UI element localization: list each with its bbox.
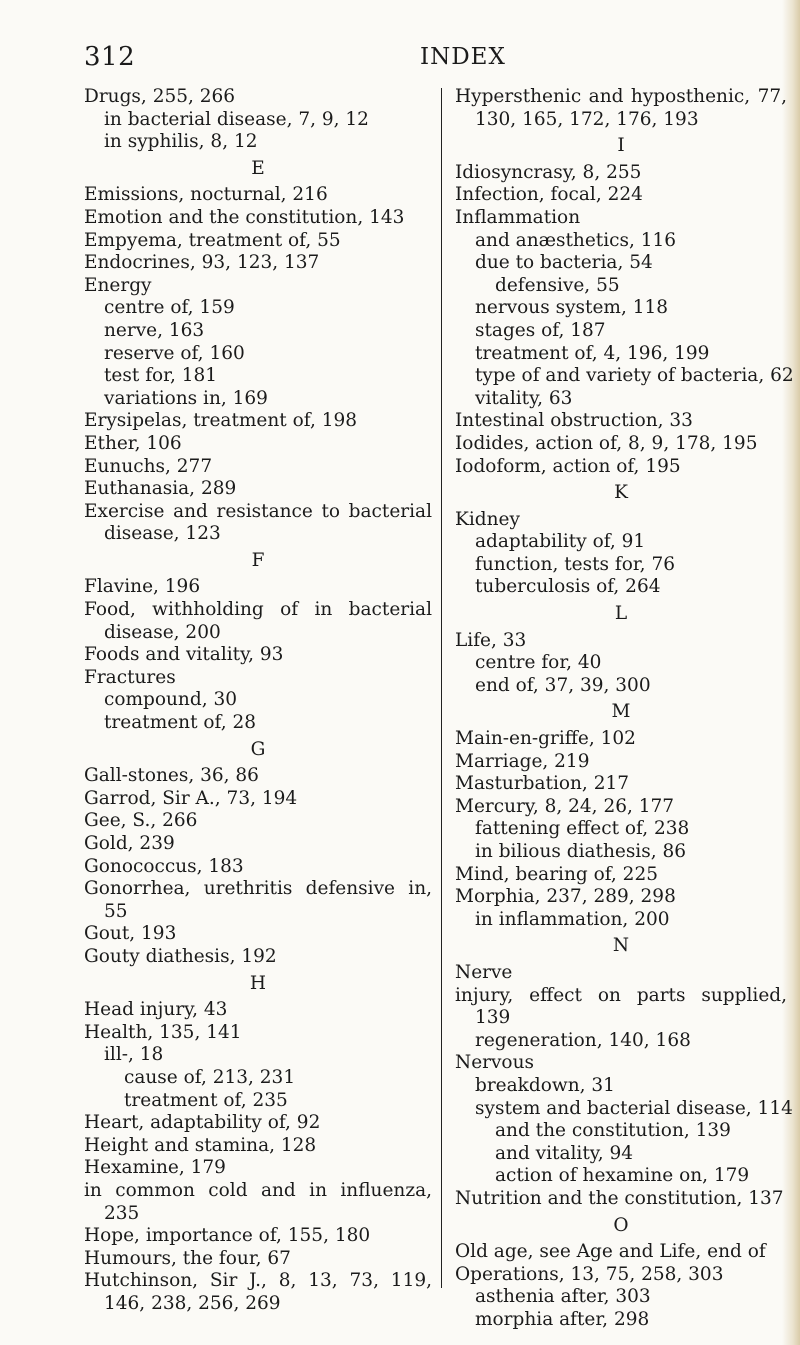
index-subentry: in bacterial disease, 7, 9, 12 — [104, 108, 369, 130]
section-letter: G — [250, 738, 266, 760]
index-entry: Height and stamina, 128 — [84, 1134, 317, 1156]
index-entry: Hexamine, 179 — [84, 1157, 226, 1179]
index-subentry: cause of, 213, 231 — [124, 1066, 296, 1088]
index-entry: Masturbation, 217 — [455, 773, 630, 795]
index-entry: Hypersthenic and hyposthenic, 77, 130, 165, 172, 176, 193 — [455, 86, 787, 130]
page-number: 312 — [84, 42, 136, 72]
index-subentry: centre for, 40 — [475, 652, 602, 674]
index-subentry: adaptability of, 91 — [475, 531, 646, 553]
section-letter: K — [614, 482, 628, 504]
column-divider — [441, 88, 442, 1288]
index-entry: Food, withholding of in bacterial disease, 200 — [84, 599, 432, 643]
index-entry: Heart, adaptability of, 92 — [84, 1112, 321, 1134]
index-subentry: reserve of, 160 — [104, 342, 245, 364]
page-header — [0, 38, 800, 78]
index-subentry: nerve, 163 — [104, 319, 205, 341]
index-subentry: in syphilis, 8, 12 — [104, 131, 258, 153]
index-subentry: centre of, 159 — [104, 297, 235, 319]
index-entry: Emotion and the constitution, 143 — [84, 206, 405, 228]
index-entry: Emissions, nocturnal, 216 — [84, 184, 328, 206]
index-entry: Iodoform, action of, 195 — [455, 455, 681, 477]
section-letter: L — [614, 603, 628, 625]
section-letter: F — [251, 549, 265, 571]
index-subentry: morphia after, 298 — [475, 1308, 650, 1330]
index-entry: injury, effect on parts supplied, 139 — [455, 984, 787, 1029]
index-subentry: system and bacterial disease, 114 — [475, 1097, 793, 1119]
index-column-left — [84, 86, 432, 1315]
index-subentry: stages of, 187 — [475, 319, 606, 341]
index-subentry: and the constitution, 139 — [495, 1120, 731, 1142]
index-subentry: breakdown, 31 — [475, 1074, 615, 1096]
index-entry: Erysipelas, treatment of, 198 — [84, 410, 358, 432]
index-entry: Gonorrhea, urethritis defensive in, 55 — [84, 878, 432, 922]
index-subentry: compound, 30 — [104, 689, 237, 711]
index-entry: Humours, the four, 67 — [84, 1247, 291, 1269]
index-entry: Euthanasia, 289 — [84, 478, 237, 500]
index-entry: Kidney — [455, 508, 520, 530]
index-entry: Garrod, Sir A., 73, 194 — [84, 787, 298, 809]
index-entry: Iodides, action of, 8, 9, 178, 195 — [455, 432, 758, 454]
index-entry: Gee, S., 266 — [84, 810, 198, 832]
section-letter: E — [251, 157, 265, 179]
index-entry: Mercury, 8, 24, 26, 177 — [455, 795, 675, 817]
index-entry: Hope, importance of, 155, 180 — [84, 1225, 371, 1247]
index-subentry: variations in, 169 — [104, 387, 268, 409]
index-subentry: tuberculosis of, 264 — [475, 576, 661, 598]
running-head: INDEX — [420, 44, 506, 70]
index-subentry: regeneration, 140, 168 — [475, 1029, 691, 1051]
section-letter: N — [612, 935, 630, 957]
index-entry: Nervous — [455, 1052, 534, 1074]
index-subentry: ill-, 18 — [104, 1044, 164, 1066]
section-letter: I — [617, 135, 625, 157]
index-entry: Gold, 239 — [84, 833, 175, 854]
index-entry: Hutchinson, Sir J., 8, 13, 73, 119, 146, 238, 256, 269 — [84, 1270, 432, 1314]
index-entry: Foods and vitality, 93 — [84, 644, 284, 666]
index-subentry: defensive, 55 — [495, 274, 620, 296]
index-entry: Life, 33 — [455, 629, 527, 651]
index-entry: Ether, 106 — [84, 432, 182, 454]
index-subentry: vitality, 63 — [475, 387, 573, 409]
index-entry: Empyema, treatment of, 55 — [84, 229, 341, 251]
index-subentry: in bilious diathesis, 86 — [475, 841, 687, 862]
index-subentry: fattening effect of, 238 — [475, 818, 690, 840]
index-entry: Old age, see Age and Life, end of — [455, 1241, 766, 1263]
index-subentry: and vitality, 94 — [495, 1142, 634, 1164]
index-column-right — [455, 86, 794, 1331]
index-entry: Fractures — [84, 666, 176, 688]
index-entry: Gonococcus, 183 — [84, 855, 244, 877]
section-letter: O — [613, 1214, 629, 1236]
index-entry: Endocrines, 93, 123, 137 — [84, 252, 320, 274]
index-entry: Intestinal obstruction, 33 — [455, 410, 693, 432]
index-entry: Operations, 13, 75, 258, 303 — [455, 1263, 724, 1285]
index-entry: Nutrition and the constitution, 137 — [455, 1187, 784, 1209]
section-letter: M — [611, 701, 631, 723]
index-subentry: test for, 181 — [104, 365, 218, 387]
index-entry: Marriage, 219 — [455, 750, 590, 772]
index-entry: Morphia, 237, 289, 298 — [455, 886, 676, 908]
index-entry: Nerve — [455, 961, 513, 983]
index-subentry: due to bacteria, 54 — [475, 252, 653, 274]
index-entry: Flavine, 196 — [84, 576, 201, 598]
index-entry: Idiosyncrasy, 8, 255 — [455, 161, 642, 183]
index-entry: Eunuchs, 277 — [84, 455, 213, 477]
index-entry: Energy — [84, 274, 152, 296]
index-entry: Inflammation — [455, 206, 581, 228]
index-entry: Main-en-griffe, 102 — [455, 728, 636, 750]
index-subentry: treatment of, 4, 196, 199 — [475, 342, 710, 364]
index-entry: in common cold and in influenza, 235 — [84, 1179, 432, 1224]
index-entry: Health, 135, 141 — [84, 1021, 242, 1043]
index-entry: Drugs, 255, 266 — [84, 86, 236, 107]
index-subentry: in inflammation, 200 — [475, 908, 670, 930]
index-entry: Gall-stones, 36, 86 — [84, 765, 259, 787]
index-entry: Gouty diathesis, 192 — [84, 945, 277, 967]
index-subentry: asthenia after, 303 — [475, 1286, 651, 1308]
index-subentry: treatment of, 235 — [124, 1089, 288, 1111]
index-entry: Infection, focal, 224 — [455, 184, 643, 206]
index-subentry: and anæsthetics, 116 — [475, 229, 677, 251]
index-subentry: action of hexamine on, 179 — [495, 1165, 750, 1187]
index-subentry: function, tests for, 76 — [475, 553, 675, 575]
index-subentry: type of and variety of bacteria, 62 — [475, 365, 794, 387]
index-entry: Mind, bearing of, 225 — [455, 863, 658, 885]
index-subentry: end of, 37, 39, 300 — [475, 674, 651, 696]
section-letter: H — [249, 972, 267, 994]
index-entry: Head injury, 43 — [84, 999, 228, 1021]
index-entry: Exercise and resistance to bacterial disease, 123 — [84, 500, 432, 545]
index-entry: Gout, 193 — [84, 923, 177, 945]
index-subentry: treatment of, 28 — [104, 712, 257, 734]
index-subentry: nervous system, 118 — [475, 297, 669, 319]
